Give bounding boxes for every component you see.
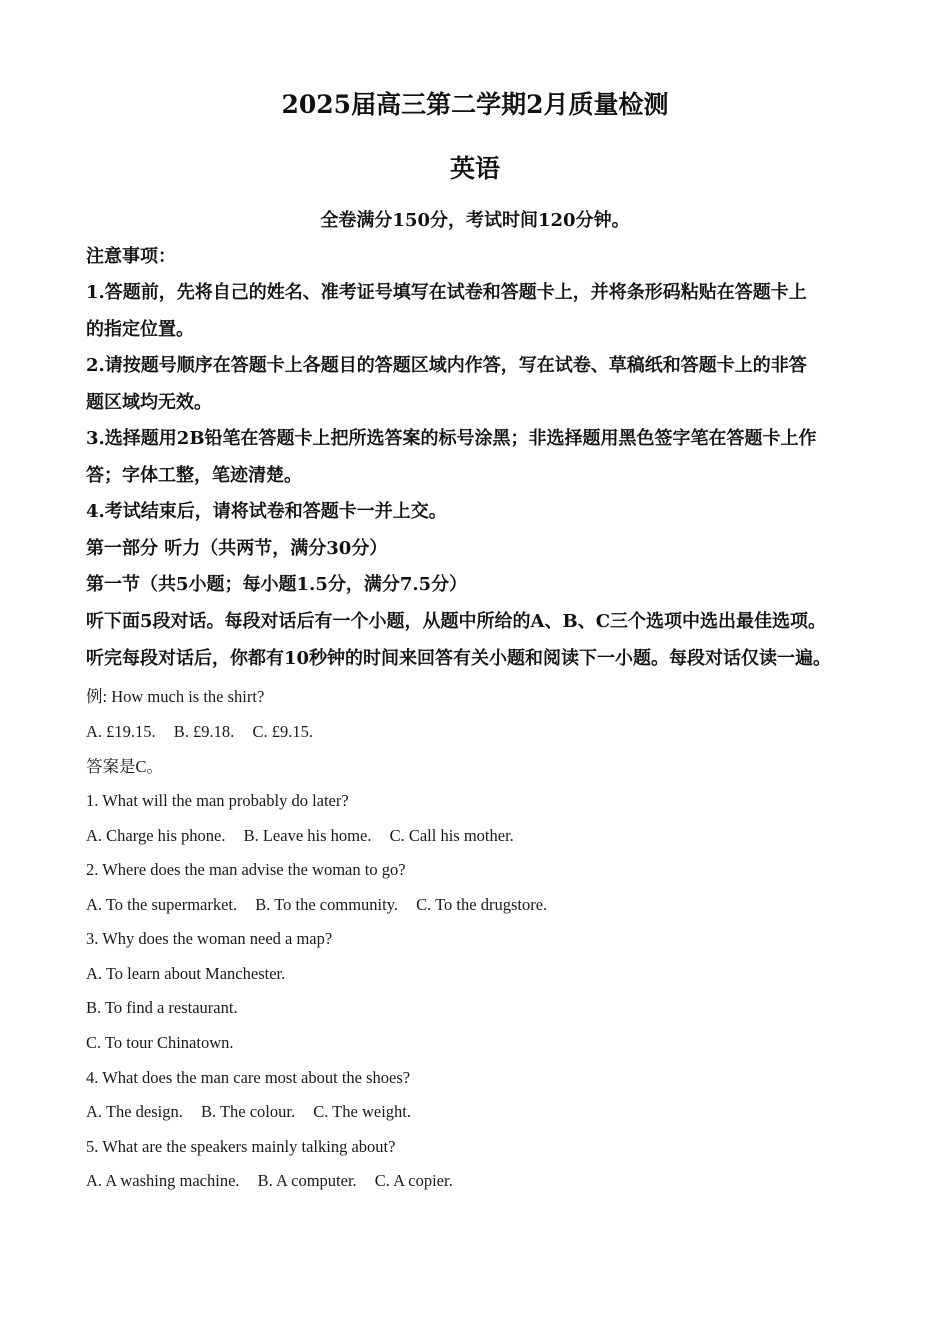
example-options — [86, 720, 886, 744]
question-3-option-a: A. To learn about Manchester. — [86, 964, 286, 983]
question-5-option-b: B. A computer. — [257, 1171, 357, 1190]
question-5: 5. What are the speakers mainly talking about? — [86, 1137, 396, 1156]
notice-item-2-line-1: 2.请按题号顺序在答题卡上各题目的答题区域内作答，写在试卷、草稿纸和答题卡上的非答 — [86, 355, 807, 376]
example-question: 例: How much is the shirt? — [86, 687, 265, 706]
notice-item-3-line-2: 答；字体工整，笔迹清楚。 — [86, 465, 302, 486]
notice-item-1-line-1: 1.答题前，先将自己的姓名、准考证号填写在试卷和答题卡上，并将条形码粘贴在答题卡上 — [86, 282, 807, 303]
question-4-option-a: A. The design. — [86, 1102, 183, 1121]
score-info: 全卷满分150分，考试时间120分钟。 — [320, 210, 630, 231]
question-2: 2. Where does the man advise the woman to go? — [86, 860, 406, 879]
notice-item-2-line-2: 题区域均无效。 — [86, 392, 212, 413]
notice-item-1-line-2: 的指定位置。 — [86, 319, 194, 340]
question-3-option-c: C. To tour Chinatown. — [86, 1033, 234, 1052]
question-1-option-a: A. Charge his phone. — [86, 826, 226, 845]
question-4-option-c: C. The weight. — [313, 1102, 411, 1121]
notice-item-4: 4.考试结束后，请将试卷和答题卡一并上交。 — [86, 501, 447, 522]
question-3-option-b: B. To find a restaurant. — [86, 998, 238, 1017]
instruction-line-2: 听完每段对话后，你都有10秒钟的时间来回答有关小题和阅读下一小题。每段对话仅读一遍。 — [86, 648, 832, 669]
question-1-options — [86, 824, 886, 848]
question-2-option-b: B. To the community. — [255, 895, 399, 914]
notice-heading: 注意事项： — [86, 246, 176, 267]
question-2-options — [86, 893, 886, 917]
question-2-option-a: A. To the supermarket. — [86, 895, 238, 914]
example-option-b: B. £9.18. — [173, 722, 235, 741]
instruction-line-1: 听下面5段对话。每段对话后有一个小题，从题中所给的A、B、C三个选项中选出最佳选项。 — [86, 611, 827, 632]
section-title: 第一节（共5小题；每小题1.5分，满分7.5分） — [86, 574, 468, 595]
question-4-options — [86, 1100, 886, 1124]
question-2-option-c: C. To the drugstore. — [416, 895, 548, 914]
question-4: 4. What does the man care most about the shoes? — [86, 1068, 411, 1087]
question-1: 1. What will the man probably do later? — [86, 791, 349, 810]
question-5-options — [86, 1169, 886, 1193]
question-1-option-b: B. Leave his home. — [243, 826, 372, 845]
question-4-option-b: B. The colour. — [200, 1102, 296, 1121]
example-answer: 答案是C。 — [86, 757, 164, 776]
part-title: 第一部分 听力（共两节，满分30分） — [86, 538, 388, 559]
question-3: 3. Why does the woman need a map? — [86, 929, 333, 948]
question-5-option-a: A. A washing machine. — [86, 1171, 240, 1190]
question-1-option-c: C. Call his mother. — [389, 826, 514, 845]
question-5-option-c: C. A copier. — [374, 1171, 453, 1190]
example-option-c: C. £9.15. — [252, 722, 313, 741]
notice-item-3-line-1: 3.选择题用2B铅笔在答题卡上把所选答案的标号涂黑；非选择题用黑色签字笔在答题卡上作 — [86, 428, 817, 449]
example-option-a: A. £19.15. — [86, 722, 156, 741]
exam-title: 2025届高三第二学期2月质量检测 — [281, 90, 669, 119]
subject-title: 英语 — [449, 154, 500, 183]
